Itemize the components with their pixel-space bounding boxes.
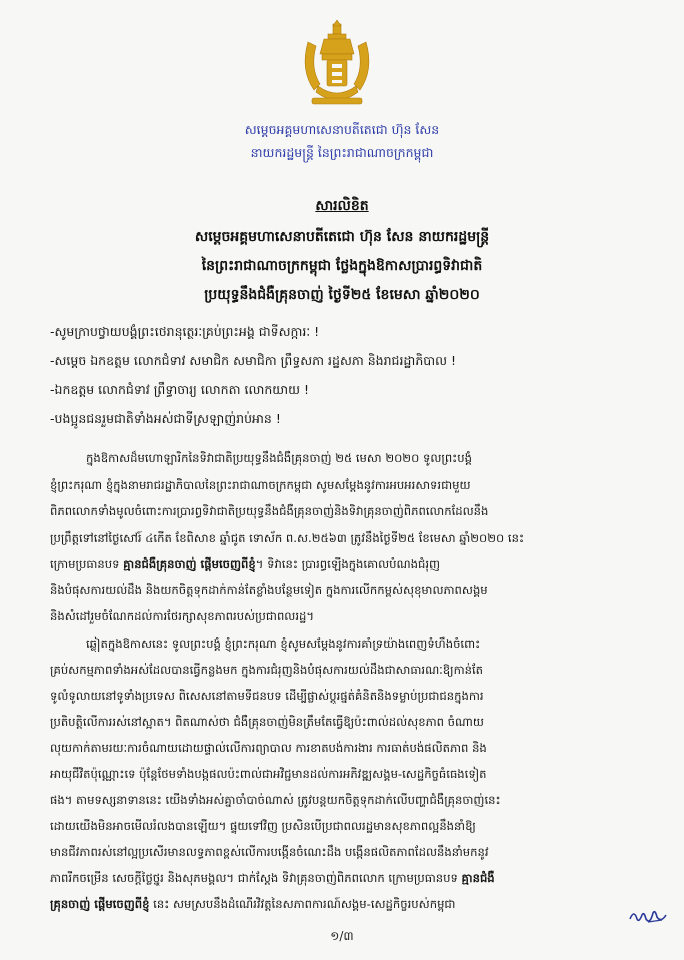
page-number: ១/៣: [330, 929, 354, 943]
body-line: [50, 556, 640, 572]
body-line: ផង។ តាមទស្សនាទាននេះ យើងទាំងអស់គ្នាចាំបាច់ណាស់ ត្រូវបន្តយកចិត្តទុកដាក់លើបញ្ហាជំងឺគ្រុនចាញ់នេះ: [50, 793, 501, 807]
body-text: ។ ទិវានេះ ប្រារព្ធឡើងក្នុងគោលបំណងជំរុញ: [255, 557, 441, 571]
theme-text: គ្មានជំងឺគ្រុនចាញ់ ផ្តើមចេញពីខ្ញុំ: [123, 557, 256, 571]
body-line: ក្នុងឱកាសដ៏មហោឡារិកនៃទិវាជាតិប្រយុទ្ធនឹងជំងឺគ្រុនចាញ់ ២៥ មេសា ២០២០ ទូលព្រះបង្គំ: [86, 451, 472, 465]
body-line: គ្រប់សកម្មភាពទាំងអស់ដែលបានធ្វើកន្លងមក ក្នុងការជំរុញនិងបំផុសការយល់ដឹងជាសាធារណៈឱ្យកាន់តែ: [50, 663, 484, 677]
greeting-line: -សម្តេច ឯកឧត្តម លោកជំទាវ សមាជិក សមាជិកា ព្រឹទ្ធសភា រដ្ឋសភា និងរាជរដ្ឋាភិបាល !: [50, 353, 457, 368]
body-text: ក្រោមប្រធានបទ: [50, 557, 124, 571]
title-line-3: ប្រយុទ្ធនឹងជំងឺគ្រុនចាញ់ ថ្ងៃទី២៥ ខែមេសា ឆ្នាំ២០២០: [204, 287, 480, 303]
body-line: និងសំដៅរួមចំណែកដល់ការថែរក្សាសុខភាពរបស់ប្រជាពលរដ្ឋ។: [50, 609, 315, 623]
body-line: មានជីវភាពរស់នៅល្អប្រសើរមានលទ្ធភាពខ្ពស់លើការបង្កើនចំណេះដឹង បង្កើនផលិតភាពដែលនឹងនាំមកនូវ: [50, 845, 489, 859]
body-line: លុយកាក់តាមរយៈការចំណាយដោយផ្ទាល់លើការព្យាបាល ការខាតបង់ការងារ ការធាត់បង់ផលិតភាព និង: [50, 741, 487, 755]
body-line: អាយុជីវិតប៉ុណ្ណោះទេ ប៉ុន្តែថែមទាំងបង្កផលប៉ះពាល់ជាអវិជ្ជមានដល់ការអភិវឌ្ឍសង្គម-សេដ្ឋកិច្ចធំធេងទៀត: [50, 767, 487, 781]
body-line: [50, 896, 620, 912]
body-line: ប្រព្រឹត្តទៅនៅថ្ងៃសៅរ៍ ៤កើត ខែពិសាខ ឆ្នាំជូត ទោស័ក ព.ស.២៥៦៣ ត្រូវនឹងថ្ងៃទី២៥ ខែមេសា ឆ្នាំ២០២០ នេះ: [50, 531, 525, 545]
title-line-1: សម្តេចអគ្គមហាសេនាបតីតេជោ ហ៊ុន សែន នាយករដ្ឋមន្ត្រី: [194, 229, 490, 245]
document-type: សារលិខិត: [315, 198, 369, 214]
body-line: ឆ្លៀតក្នុងឱកាសនេះ ទូលព្រះបង្គំ ខ្ញុំព្រះករុណា ខ្ញុំសូមសម្តែងនូវការគាំទ្រយ៉ាងពេញទំហឹងចំពោះ: [86, 637, 481, 651]
body-text: ភាពរីកចម្រើន សេចក្តីថ្លៃថ្នូរ និងសុភមង្គល។ ជាក់ស្តែង ទិវាគ្រុនចាញ់ពិភពលោក ក្រោមប្រធានបទ: [50, 871, 462, 885]
theme-text: គ្រុនចាញ់ ផ្តើមចេញពីខ្ញុំ: [50, 897, 150, 911]
body-line: ទូលំទូលាយនៅទូទាំងប្រទេស ពិសេសនៅតាមទីជនបទ ដើម្បីផ្លាស់ប្តូរផ្នត់គំនិតនិងទម្លាប់ប្រជាជនក្នុងការ: [50, 689, 484, 703]
greeting-line: -ឯកឧត្តម លោកជំទាវ ព្រឹទ្ធាចារ្យ លោកតា លោកយាយ !: [50, 382, 310, 397]
handwritten-initials-icon: [628, 905, 668, 927]
body-line: [50, 870, 640, 886]
body-line: ខ្ញុំព្រះករុណា ខ្ញុំក្នុងនាមរាជរដ្ឋាភិបាលនៃព្រះរាជាណាចក្រកម្ពុជា សូមសម្តែងនូវការអបអរសាទរជាមួយ: [50, 478, 471, 492]
greeting-line: -បងប្អូនជនរួមជាតិទាំងអស់ជាទីស្រឡាញ់រាប់អាន !: [50, 411, 281, 426]
author-position: នាយករដ្ឋមន្ត្រី នៃព្រះរាជាណាចក្រកម្ពុជា: [250, 145, 434, 160]
body-line: ដោយយើងមិនអាចមើលរំលងបានឡើយ។ ផ្ទុយទៅវិញ ប្រសិនបើប្រជាពលរដ្ឋមានសុខភាពល្អនឹងនាំឱ្យ: [50, 819, 476, 833]
greeting-line: -សូមក្រាបថ្វាយបង្គំព្រះថេរានុត្ថេរៈគ្រប់ព្រះអង្គ ជាទីសក្ការៈ !: [50, 324, 320, 339]
body-line: ពិភពលោកទាំងមូលចំពោះការប្រារព្ធទិវាជាតិប្រយុទ្ធនឹងជំងឺគ្រុនចាញ់និងទិវាគ្រុនចាញ់ពិភពលោកដែលនឹង: [50, 504, 489, 518]
body-line: និងបំផុសការយល់ដឹង និងយកចិត្តទុកដាក់កាន់តែខ្លាំងបន្ថែមទៀត ក្នុងការលើកកម្ពស់សុខុមាលភាពសង្គម: [50, 583, 488, 597]
royal-emblem-icon: [294, 20, 380, 110]
theme-text: គ្មានជំងឺ: [461, 871, 495, 885]
title-line-2: នៃព្រះរាជាណាចក្រកម្ពុជា ថ្លែងក្នុងឱកាសប្រារព្ធទិវាជាតិ: [201, 258, 483, 274]
body-text: នេះ សមស្របនឹងដំណើរវិវត្តនៃសភាពការណ៍សង្គម-សេដ្ឋកិច្ចរបស់កម្ពុជា: [149, 897, 456, 911]
author-name: សម្តេចអគ្គមហាសេនាបតីតេជោ ហ៊ុន សែន: [244, 122, 440, 137]
body-line: ប្រតិបត្តិលើការរស់នៅស្អាត។ ពិតណាស់ថា ជំងឺគ្រុនចាញ់មិនត្រឹមតែធ្វើឱ្យប៉ះពាល់ដល់សុខភាព ចំណាយ: [50, 715, 484, 729]
